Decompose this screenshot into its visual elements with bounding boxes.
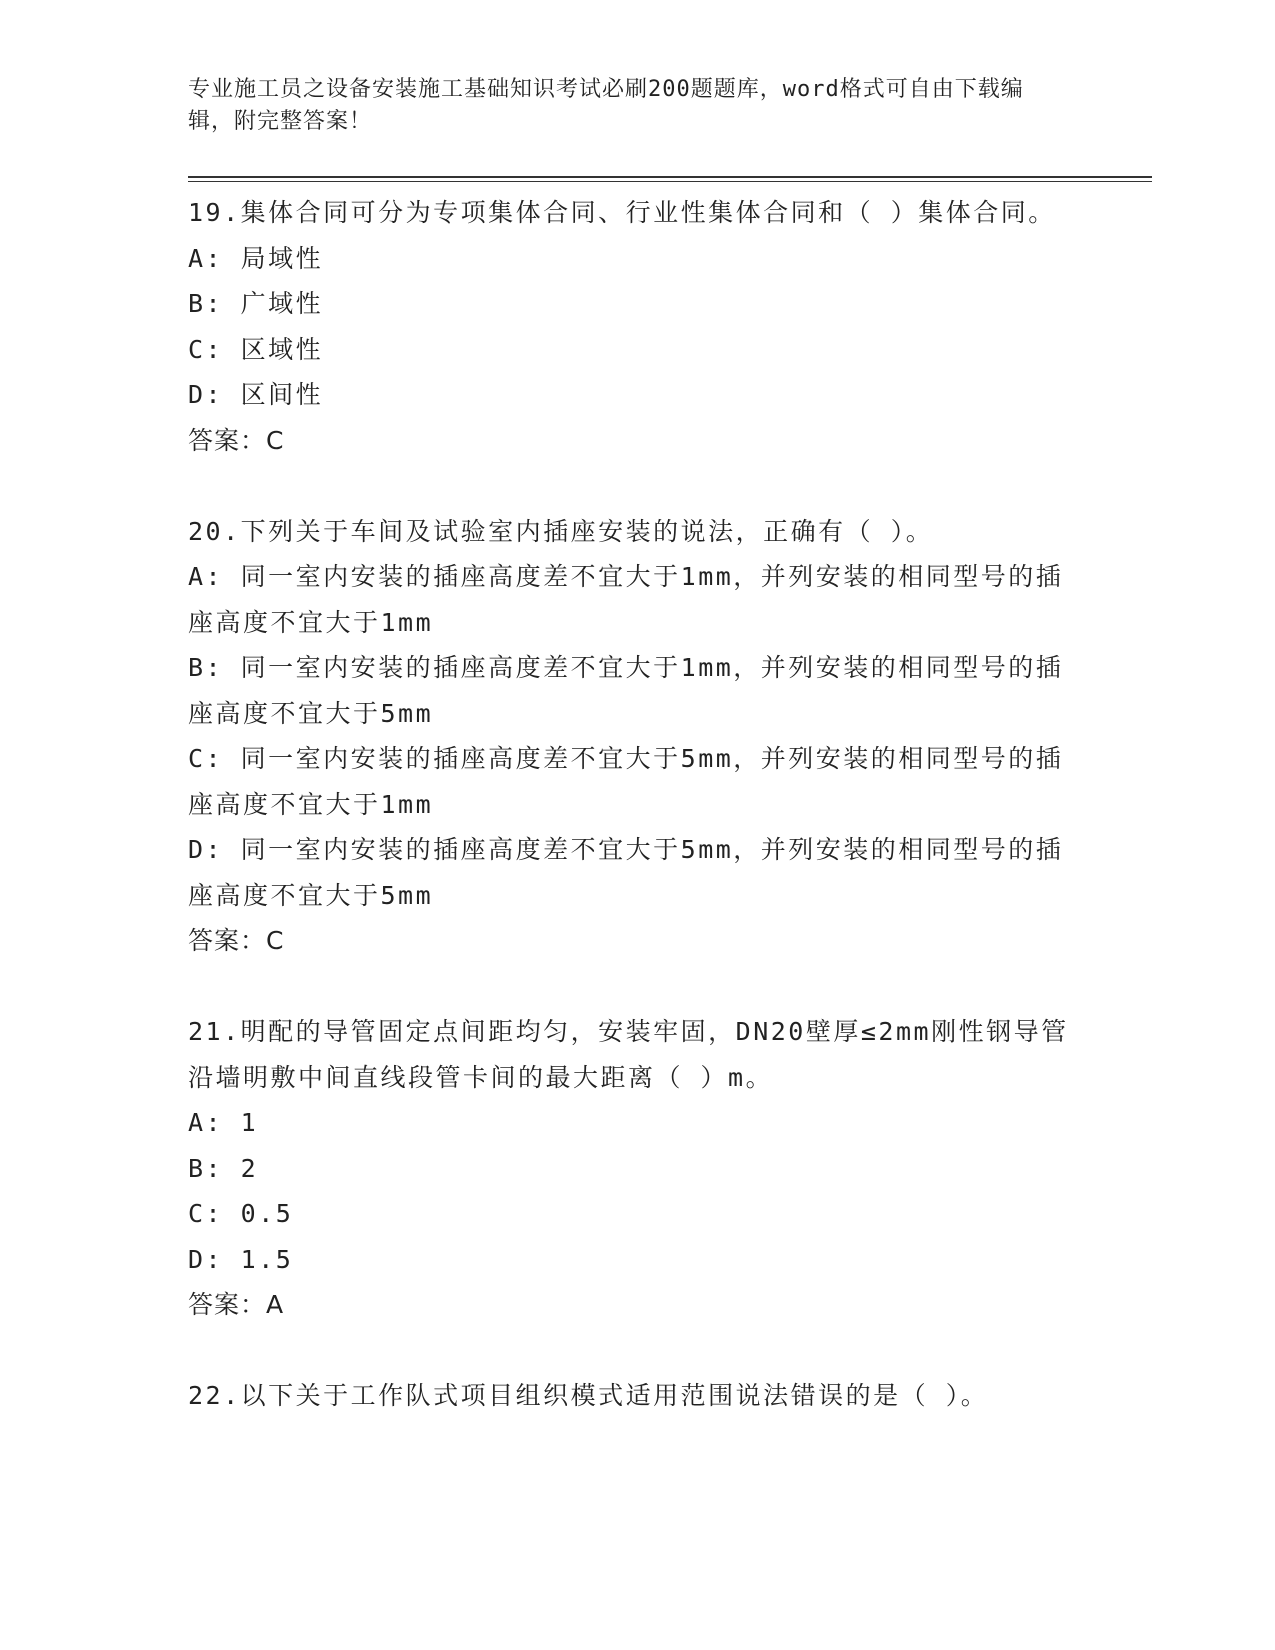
- option-d: D: 1.5: [188, 1244, 294, 1274]
- option-a: A: 1: [188, 1108, 259, 1137]
- header-title: 专业施工员之设备安装施工基础知识考试必刷200题题库，word格式可自由下载编辑，附完整答案！: [188, 77, 1024, 134]
- option-d: D: 同一室内安装的插座高度差不宜大于5mm，并列安装的相同型号的插座高度不宜大于5mm: [188, 835, 1064, 910]
- option-b: B: 同一室内安装的插座高度差不宜大于1mm，并列安装的相同型号的插座高度不宜大于5mm: [188, 653, 1064, 728]
- question-text: 20.下列关于车间及试验室内插座安装的说法，正确有（ ）。: [188, 516, 934, 546]
- question-text: 22.以下关于工作队式项目组织模式适用范围说法错误的是（ ）。: [188, 1381, 989, 1410]
- answer: 答案：A: [188, 1290, 285, 1319]
- option-c: C: 同一室内安装的插座高度差不宜大于5mm，并列安装的相同型号的插座高度不宜大于1mm: [188, 744, 1064, 819]
- question-list: [188, 190, 1088, 1419]
- question-20: [188, 509, 1088, 964]
- option-b: B: 广域性: [188, 289, 324, 318]
- answer: 答案：C: [188, 926, 285, 955]
- option-a: A: 同一室内安装的插座高度差不宜大于1mm，并列安装的相同型号的插座高度不宜大于1mm: [188, 562, 1064, 637]
- spacer: [188, 463, 1088, 509]
- option-c: C: 区域性: [188, 334, 324, 364]
- option-c: C: 0.5: [188, 1199, 294, 1228]
- option-b: B: 2: [188, 1153, 259, 1183]
- answer: 答案：C: [188, 425, 285, 455]
- header-divider-thin: [188, 181, 1152, 182]
- header-divider-thick: [188, 176, 1152, 178]
- option-a: A: 局域性: [188, 243, 324, 273]
- question-text: 19.集体合同可分为专项集体合同、行业性集体合同和（ ）集体合同。: [188, 198, 1056, 227]
- spacer: [188, 1328, 1088, 1374]
- option-d: D: 区间性: [188, 380, 324, 409]
- question-text: 21.明配的导管固定点间距均匀，安装牢固，DN20壁厚≤2mm刚性钢导管沿墙明敷中间直线段管卡间的最大距离（ ）m。: [188, 1017, 1069, 1092]
- question-21: [188, 1009, 1088, 1328]
- question-22: [188, 1373, 1088, 1419]
- question-19: [188, 190, 1088, 463]
- document-header: [188, 74, 1068, 138]
- spacer: [188, 964, 1088, 1010]
